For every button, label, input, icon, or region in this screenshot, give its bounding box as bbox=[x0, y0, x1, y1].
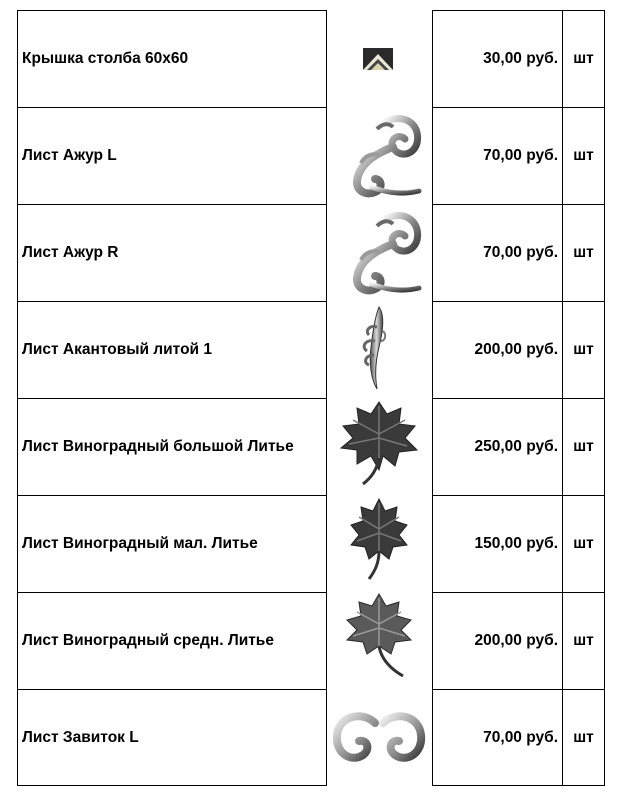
unit: шт bbox=[573, 535, 594, 552]
unit: шт bbox=[573, 244, 594, 261]
price-cell bbox=[432, 398, 563, 495]
price-cell bbox=[432, 301, 563, 398]
product-image-cell bbox=[327, 107, 432, 204]
post-cap-icon bbox=[327, 10, 432, 107]
price: 150,00 руб. bbox=[474, 535, 558, 552]
product-image-cell bbox=[327, 204, 432, 301]
product-name-cell bbox=[17, 204, 327, 301]
unit: шт bbox=[573, 50, 594, 67]
scroll-leaf-icon bbox=[327, 107, 432, 204]
product-name-cell bbox=[17, 301, 327, 398]
table-row bbox=[0, 398, 636, 495]
price: 70,00 руб. bbox=[483, 244, 558, 261]
product-image-cell bbox=[327, 10, 432, 107]
product-name: Лист Акантовый литой 1 bbox=[22, 341, 212, 358]
product-name: Лист Ажур R bbox=[22, 244, 119, 261]
product-name: Лист Завиток L bbox=[22, 728, 139, 746]
unit: шт bbox=[573, 728, 594, 746]
price: 30,00 руб. bbox=[483, 50, 558, 67]
product-name-cell bbox=[17, 107, 327, 204]
product-name: Лист Ажур L bbox=[22, 147, 117, 164]
unit: шт bbox=[573, 341, 594, 358]
price-cell bbox=[432, 495, 563, 592]
table-row bbox=[0, 592, 636, 689]
curl-pair-icon bbox=[327, 689, 432, 786]
unit-cell bbox=[563, 10, 605, 107]
unit-cell bbox=[563, 301, 605, 398]
price: 70,00 руб. bbox=[483, 147, 558, 164]
unit-cell bbox=[563, 689, 605, 786]
scroll-leaf-icon bbox=[327, 204, 432, 301]
price: 200,00 руб. bbox=[474, 341, 558, 358]
table-row bbox=[0, 204, 636, 301]
product-name-cell bbox=[17, 10, 327, 107]
product-name-cell bbox=[17, 495, 327, 592]
table-row bbox=[0, 10, 636, 107]
product-name-cell bbox=[17, 398, 327, 495]
acanthus-leaf-icon bbox=[327, 301, 432, 398]
product-image-cell bbox=[327, 398, 432, 495]
unit-cell bbox=[563, 107, 605, 204]
unit-cell bbox=[563, 495, 605, 592]
product-name: Лист Виноградный большой Литье bbox=[22, 438, 294, 455]
unit: шт bbox=[573, 632, 594, 649]
unit-cell bbox=[563, 592, 605, 689]
product-image-cell bbox=[327, 592, 432, 689]
grape-leaf-icon bbox=[327, 495, 432, 592]
price-cell bbox=[432, 592, 563, 689]
unit-cell bbox=[563, 398, 605, 495]
price-cell bbox=[432, 107, 563, 204]
table-row bbox=[0, 301, 636, 398]
product-name-cell bbox=[17, 689, 327, 786]
product-name: Лист Виноградный мал. Литье bbox=[22, 535, 258, 552]
product-image-cell bbox=[327, 689, 432, 786]
table-row bbox=[0, 495, 636, 592]
product-image-cell bbox=[327, 495, 432, 592]
grape-leaf-icon bbox=[327, 592, 432, 689]
table-row bbox=[0, 107, 636, 204]
unit: шт bbox=[573, 438, 594, 455]
table-row bbox=[0, 689, 636, 786]
price: 250,00 руб. bbox=[474, 438, 558, 455]
unit-cell bbox=[563, 204, 605, 301]
product-name: Лист Виноградный средн. Литье bbox=[22, 632, 274, 649]
product-name-cell bbox=[17, 592, 327, 689]
unit: шт bbox=[573, 147, 594, 164]
price: 70,00 руб. bbox=[483, 728, 558, 746]
product-name: Крышка столба 60х60 bbox=[22, 50, 189, 67]
price-cell bbox=[432, 204, 563, 301]
product-image-cell bbox=[327, 301, 432, 398]
price-cell bbox=[432, 689, 563, 786]
price: 200,00 руб. bbox=[474, 632, 558, 649]
grape-leaf-icon bbox=[327, 398, 432, 495]
price-cell bbox=[432, 10, 563, 107]
